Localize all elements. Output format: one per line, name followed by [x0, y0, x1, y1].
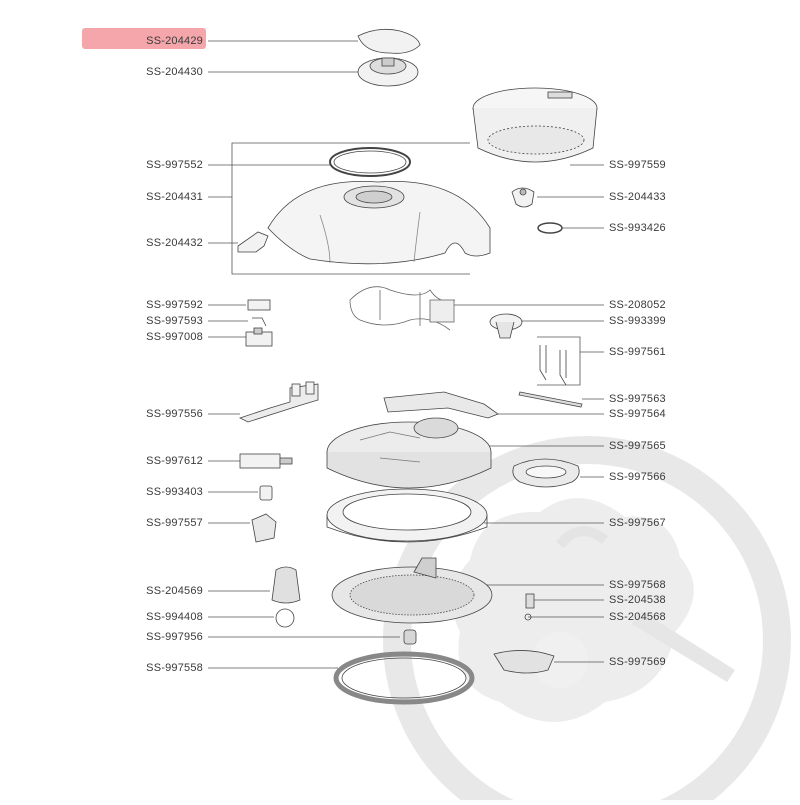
part-label-ss-997612[interactable]: SS-997612 [146, 455, 203, 467]
part-ss-204569 [272, 567, 300, 603]
part-ss-204432 [238, 232, 268, 252]
part-label-ss-993426[interactable]: SS-993426 [609, 222, 666, 234]
part-ss-993426 [538, 223, 562, 233]
part-ss-994408 [276, 609, 294, 627]
part-label-ss-993399[interactable]: SS-993399 [609, 315, 666, 327]
part-label-ss-997557[interactable]: SS-997557 [146, 517, 203, 529]
part-label-ss-997569[interactable]: SS-997569 [609, 656, 666, 668]
part-label-ss-204431[interactable]: SS-204431 [146, 191, 203, 203]
part-label-ss-997561[interactable]: SS-997561 [609, 346, 666, 358]
part-label-ss-997956[interactable]: SS-997956 [146, 631, 203, 643]
part-ss-997564 [384, 392, 498, 418]
part-ss-997008 [246, 328, 272, 346]
part-label-ss-997593[interactable]: SS-997593 [146, 315, 203, 327]
part-label-ss-204568[interactable]: SS-204568 [609, 611, 666, 623]
part-label-ss-997567[interactable]: SS-997567 [609, 517, 666, 529]
part-ss-204431 [268, 181, 490, 263]
part-label-ss-997556[interactable]: SS-997556 [146, 408, 203, 420]
part-ss-997557 [252, 514, 276, 542]
part-label-ss-997558[interactable]: SS-997558 [146, 662, 203, 674]
part-ss-997593 [252, 318, 266, 326]
part-ss-997566 [513, 459, 579, 487]
part-label-ss-993403[interactable]: SS-993403 [146, 486, 203, 498]
part-label-ss-997592[interactable]: SS-997592 [146, 299, 203, 311]
part-ss-997556 [240, 382, 318, 422]
part-ss-997612 [240, 454, 292, 468]
part-ss-204429 [358, 29, 420, 53]
part-ss-204430 [358, 58, 418, 86]
part-label-ss-997565[interactable]: SS-997565 [609, 440, 666, 452]
part-ss-993403 [260, 486, 272, 500]
part-label-ss-204538[interactable]: SS-204538 [609, 594, 666, 606]
part-label-ss-997563[interactable]: SS-997563 [609, 393, 666, 405]
part-label-ss-997552[interactable]: SS-997552 [146, 159, 203, 171]
part-ss-997956 [404, 630, 416, 644]
part-label-ss-204430[interactable]: SS-204430 [146, 66, 203, 78]
part-label-ss-204433[interactable]: SS-204433 [609, 191, 666, 203]
part-ss-993399 [490, 314, 522, 338]
part-ss-204538 [526, 594, 534, 608]
part-label-ss-994408[interactable]: SS-994408 [146, 611, 203, 623]
part-label-ss-204432[interactable]: SS-204432 [146, 237, 203, 249]
part-ss-997552 [330, 148, 410, 176]
part-ss-204433 [512, 188, 534, 207]
part-label-ss-208052[interactable]: SS-208052 [609, 299, 666, 311]
part-label-ss-204569[interactable]: SS-204569 [146, 585, 203, 597]
part-label-ss-997566[interactable]: SS-997566 [609, 471, 666, 483]
part-ss-997559 [473, 88, 597, 162]
part-label-ss-204429[interactable]: SS-204429 [146, 35, 203, 47]
part-ss-997592 [248, 300, 270, 310]
part-ss-997563 [519, 392, 582, 407]
part-label-ss-997564[interactable]: SS-997564 [609, 408, 666, 420]
part-label-ss-997008[interactable]: SS-997008 [146, 331, 203, 343]
part-ss-997567 [327, 489, 487, 542]
part-ss-997565 [327, 418, 491, 488]
part-ss-997561 [540, 345, 566, 385]
part-label-ss-997559[interactable]: SS-997559 [609, 159, 666, 171]
part-label-ss-997568[interactable]: SS-997568 [609, 579, 666, 591]
part-ss-208052 [350, 287, 455, 330]
